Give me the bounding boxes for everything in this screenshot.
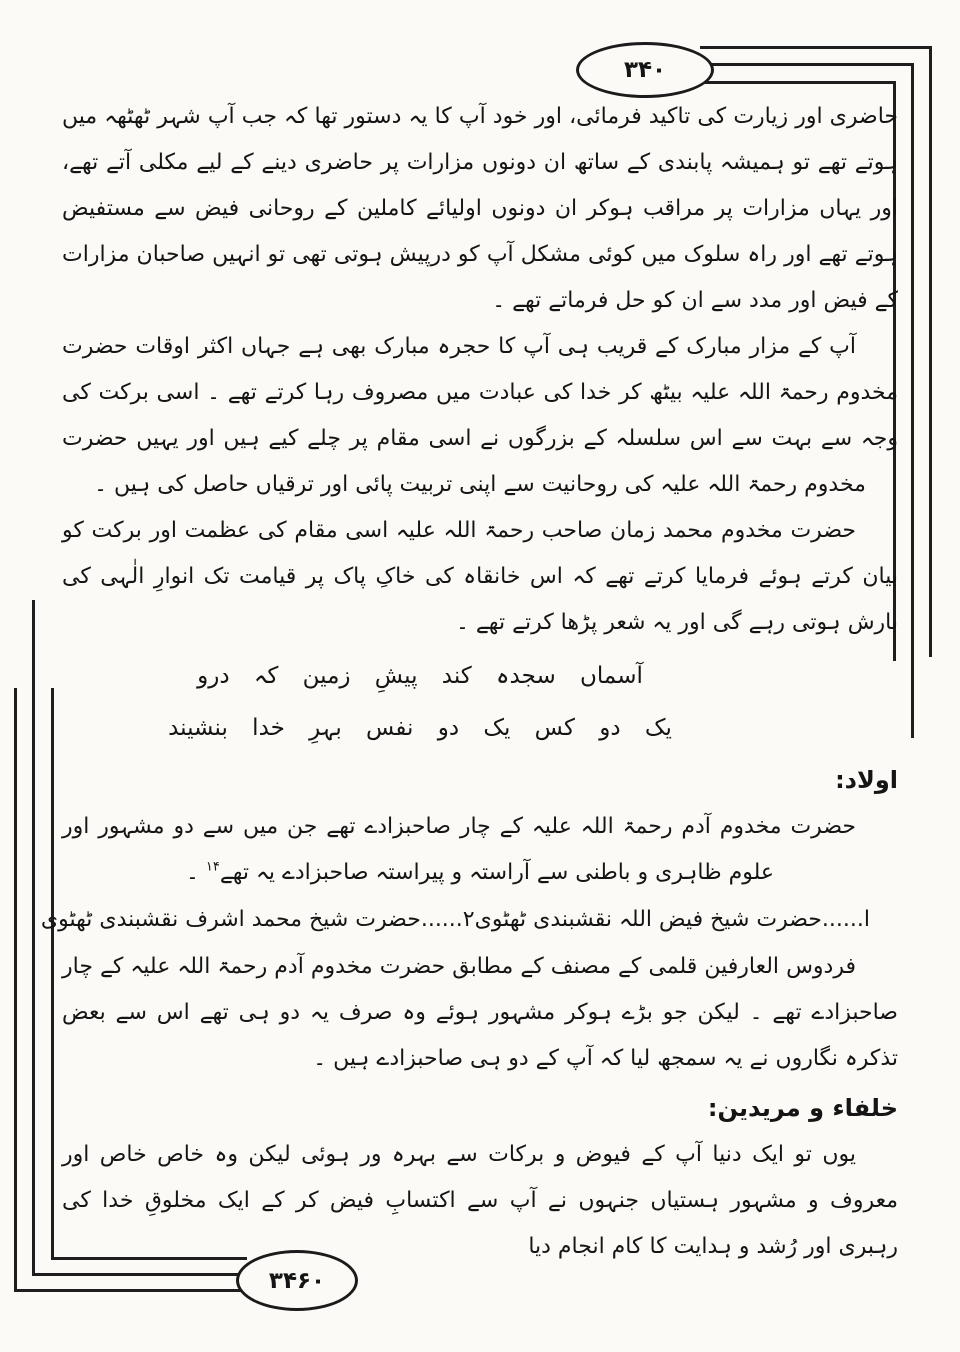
border-line-top-outer — [700, 46, 932, 49]
para-sons — [62, 804, 898, 896]
para-sons-tail: ۔ — [185, 860, 206, 885]
persian-verse — [2, 650, 838, 754]
border-line-top-inner — [688, 81, 896, 84]
para-firdaus: فردوس العارفین قلمی کے مصنف کے مطابق حضرت مخدوم آدم رحمۃ اللہ علیہ کے چار صاحبزادے تھے ۔ لیکن جو بڑے ہوکر مشہور ہوئے وہ صرف یہ دو ہی تھے اس سے بعض تذکرہ نگاروں نے یہ سمجھ لیا کہ آپ کے دو ہی صاحبزادے ہیں ۔ — [62, 954, 898, 1071]
heading-aulad: اولاد: — [835, 766, 898, 794]
border-line-bottom-outer — [14, 1289, 247, 1292]
page-number-bottom-badge — [236, 1250, 358, 1311]
border-line-top-middle — [694, 63, 914, 66]
para-khanqah: حضرت مخدوم محمد زمان صاحب رحمۃ اللہ علیہ اسی مقام کی عظمت اور برکت کو بیان کرتے ہوئے فرمایا کرتے تھے کہ اس خانقاہ کی خاکِ پاک پر قیامت تک انوارِ الٰہی کی بارش ہوتی رہے گی اور یہ شعر پڑھا کرتے تھے ۔ — [62, 518, 898, 635]
verse-line-2: یک دو کس یک دو نفس بہرِ خدا بنشیند — [168, 715, 672, 741]
para-hujra: آپ کے مزار مبارک کے قریب ہی آپ کا حجرہ مبارک بھی ہے جہاں اکثر اوقات حضرت مخدوم رحمۃ اللہ علیہ بیٹھ کر خدا کی عبادت میں مصروف رہا کرتے تھے ۔ اسی برکت کی وجہ سے بہت سے اس سلسلہ کے بزرگوں نے اسی مقام پر چلے کیے ہیں اور یہیں حضرت مخدوم رحمۃ اللہ علیہ کی روحانیت سے اپنی تربیت پائی اور ترقیاں حاصل کی ہیں ۔ — [62, 334, 898, 497]
border-line-left-inner — [51, 688, 54, 1260]
page-body — [40, 94, 898, 1270]
page-number-top-badge — [576, 42, 714, 98]
footnote-marker: ۱۴ — [205, 859, 220, 875]
page-number-top: ۳۴۰ — [623, 57, 667, 83]
border-line-right-outer — [929, 46, 932, 657]
son-1-name: حضرت شیخ فیض اللہ نقشبندی ٹھٹوی — [474, 907, 822, 932]
son-2-dots: ...... — [420, 907, 463, 932]
heading-khulafa-wa-muridin: خلفاء و مریدین: — [707, 1094, 898, 1122]
sons-list — [40, 896, 898, 944]
border-line-right-middle — [911, 63, 914, 738]
border-line-bottom-middle — [32, 1273, 247, 1276]
son-item-2 — [41, 896, 475, 944]
son-item-1 — [475, 896, 870, 944]
verse-line-1: آسماں سجدہ کند پیشِ زمین کہ درو — [197, 663, 643, 689]
son-1-number: ا — [863, 907, 870, 932]
son-1-dots: ...... — [821, 907, 864, 932]
border-line-left-outer — [14, 688, 17, 1292]
para-khulafa: یوں تو ایک دنیا آپ کے فیوض و برکات سے بہرہ ور ہوئی لیکن وہ خاص خاص اور معروف و مشہور ہستیاں جنہوں نے آپ سے اکتسابِ فیض کر کے ایک مخلوقِ خدا کی رہبری اور رُشد و ہدایت کا کام انجام دیا — [62, 1142, 898, 1259]
page-number-bottom: ۳۴۶۰ — [268, 1267, 326, 1294]
son-2-name: حضرت شیخ محمد اشرف نقشبندی ٹھٹوی — [40, 907, 421, 932]
para-sons-text: حضرت مخدوم آدم رحمۃ اللہ علیہ کے چار صاحبزادے تھے جن میں سے دو مشہور اور علوم ظاہری و باطنی سے آراستہ و پیراستہ صاحبزادے یہ تھے — [62, 814, 856, 885]
para-ziyarat: حاضری اور زیارت کی تاکید فرمائی، اور خود آپ کا یہ دستور تھا کہ جب آپ شہر ٹھٹھہ میں ہوتے تھے تو ہمیشہ پابندی کے ساتھ ان دونوں مزارات پر حاضری دینے کے لیے مکلی آتے تھے، اور یہاں مزارات پر مراقب ہوکر ان دونوں اولیائے کاملین کے روحانی فیض سے مستفیض ہوتے تھے اور راہ سلوک میں کوئی مشکل آپ کو درپیش ہوتی تھی تو انہیں صاحبان مزارات کے فیض اور مدد سے ان کو حل فرماتے تھے ۔ — [62, 104, 898, 313]
son-2-number: ۲ — [462, 907, 475, 932]
